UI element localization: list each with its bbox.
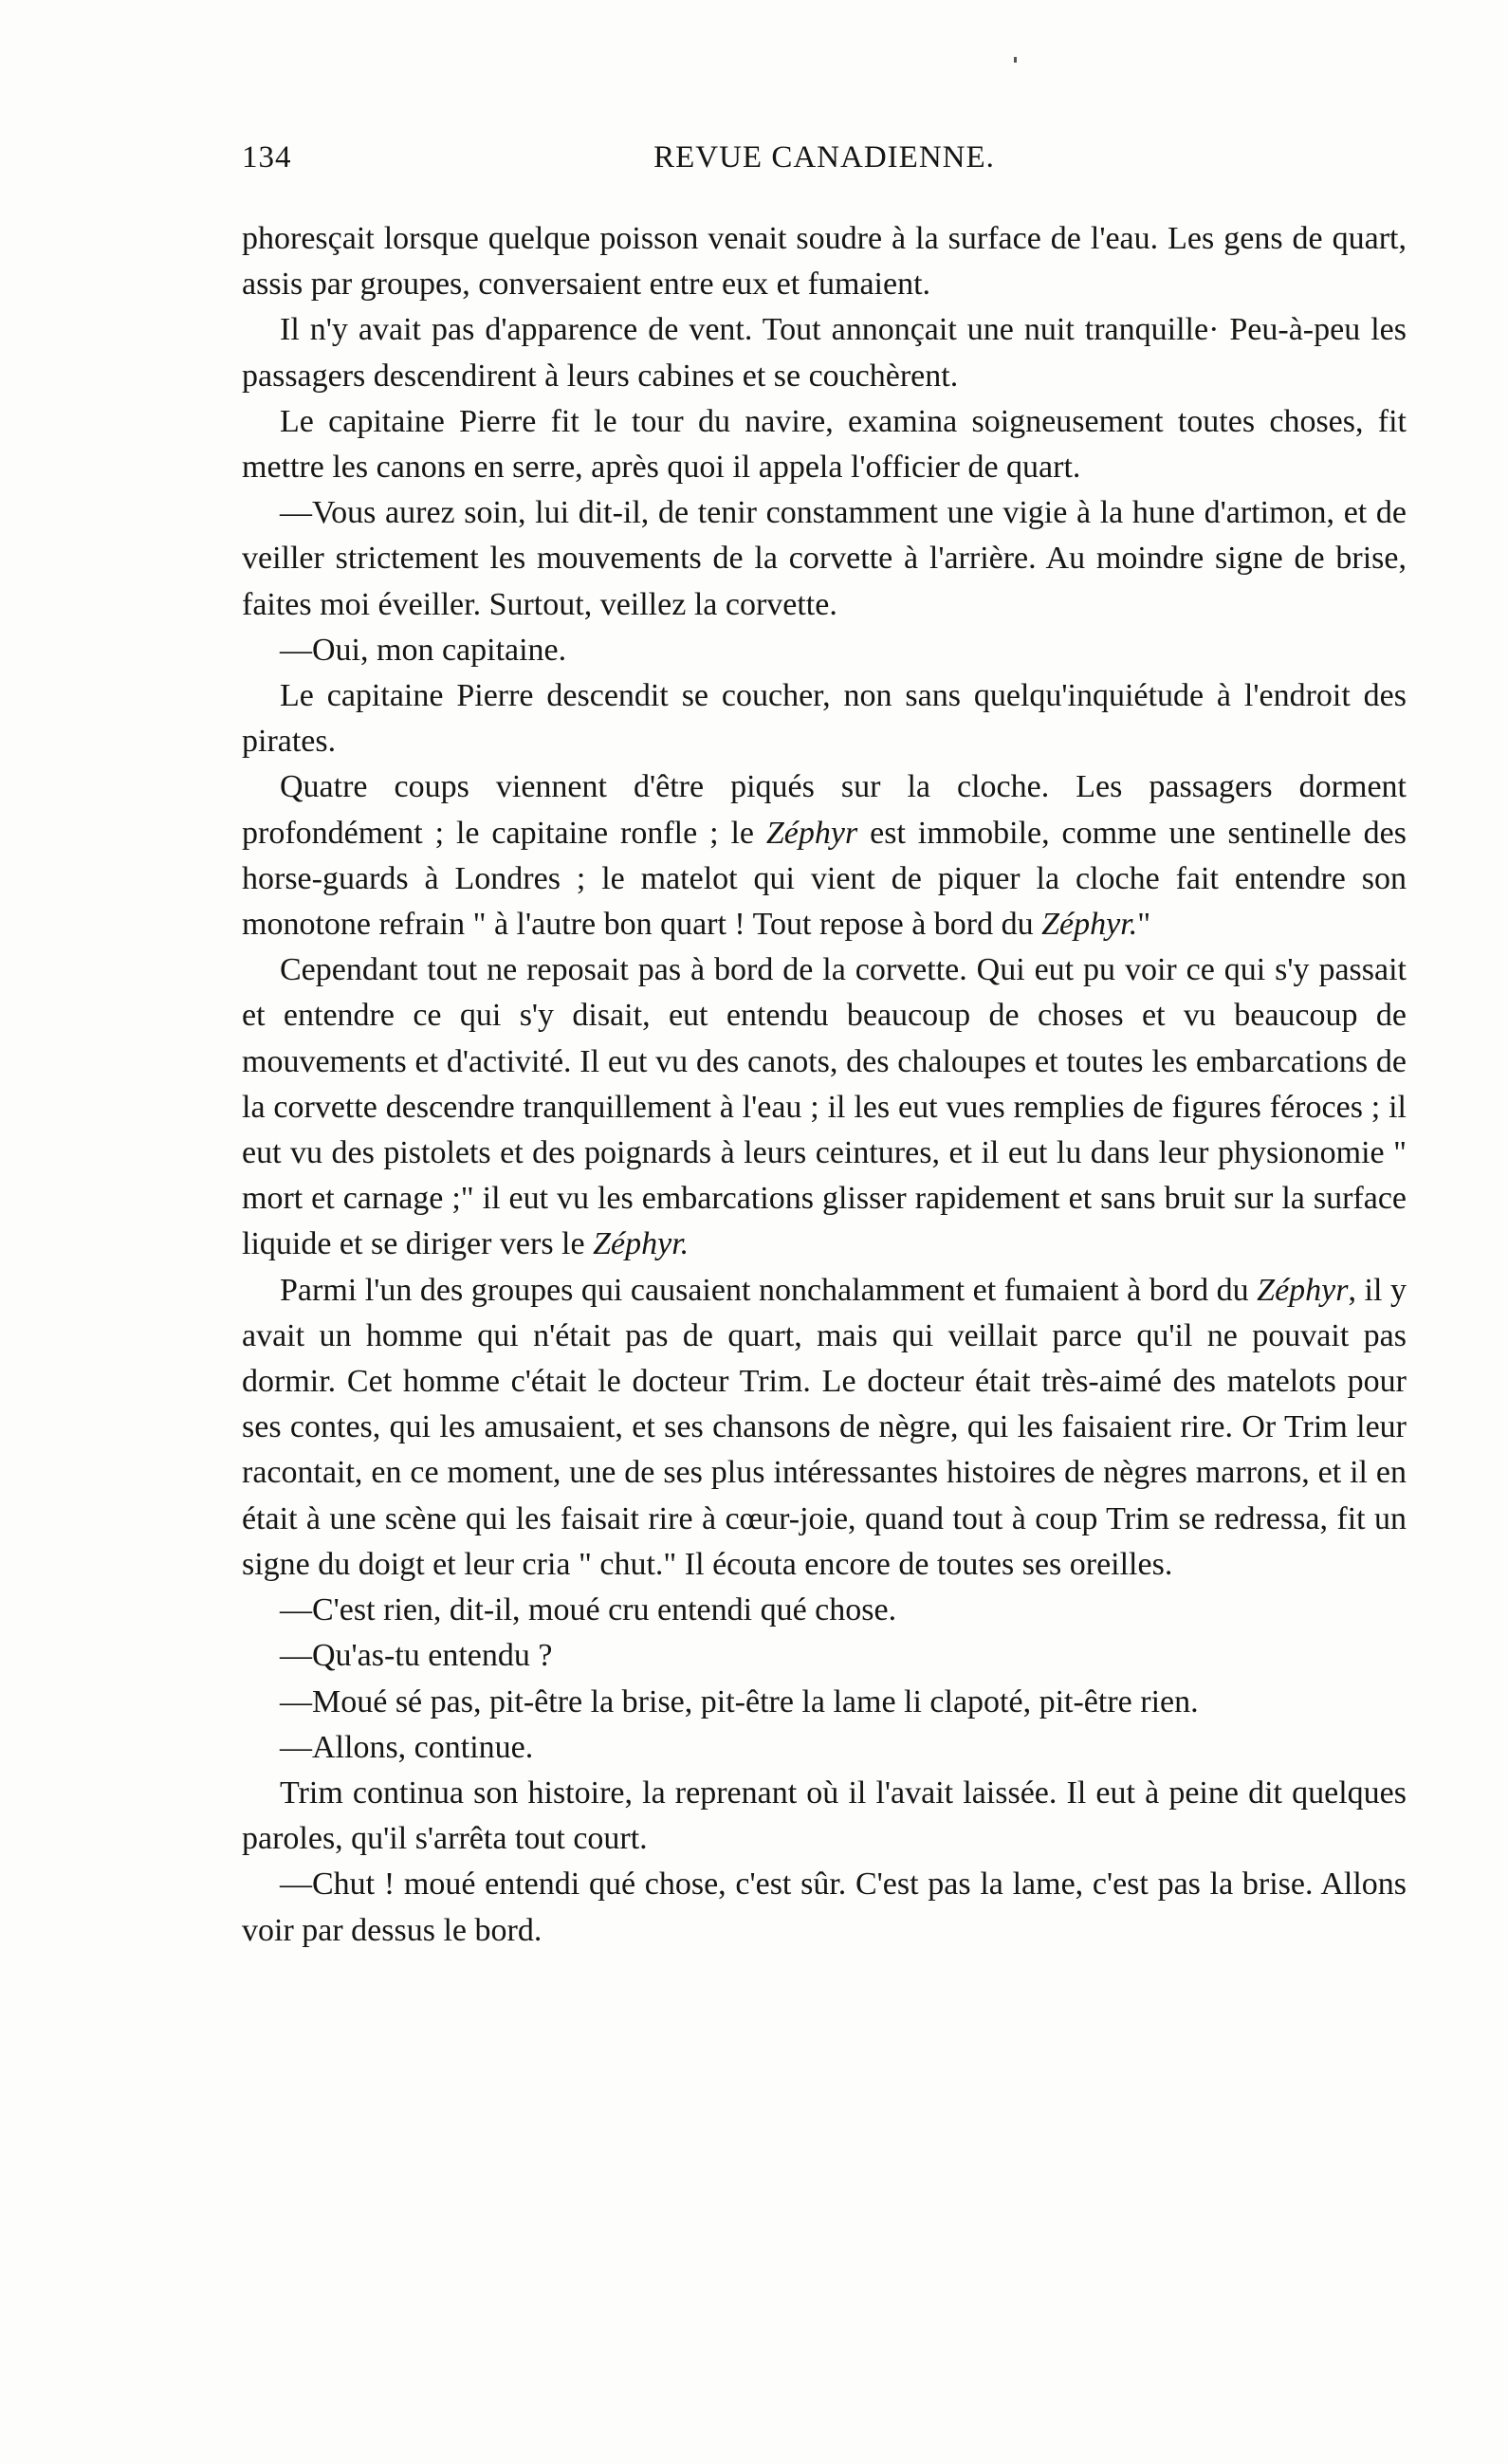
dialogue-paragraph: —Vous aurez soin, lui dit-il, de tenir constamment une vigie à la hune d'artimon, et de veiller strictement les mouvements de la corvette à l'arrière. Au moindre signe de brise, faites moi éveiller. Surtout, veillez la corvette. <box>242 495 1407 622</box>
ship-name: Zéphyr. <box>1041 907 1138 943</box>
dialogue-paragraph: —Moué sé pas, pit-être la brise, pit-être la lame li clapoté, pit-être rien. <box>280 1683 1199 1719</box>
text-run: Parmi l'un des groupes qui causaient nonchalamment et fumaient à bord du <box>280 1272 1258 1308</box>
ship-name: Zéphyr <box>1257 1272 1349 1308</box>
dialogue-paragraph: —Allons, continue. <box>280 1729 534 1765</box>
text-run: est immobile, comme une sentinelle des horse-guards à Londres ; le matelot qui vient de piquer la cloche fait entendre son monotone refrain " à l'autre bon quart ! Tout repose à bord du <box>242 815 1407 943</box>
paragraph: Trim continua son histoire, la reprenant où il l'avait laissée. Il eut à peine dit quelques paroles, qu'il s'arrêta tout court. <box>242 1774 1407 1857</box>
dialogue-paragraph: —Oui, mon capitaine. <box>280 632 567 668</box>
paragraph <box>242 764 1407 947</box>
running-head <box>242 140 1407 188</box>
ship-name: Zéphyr <box>765 815 858 851</box>
text-run: Cependant tout ne reposait pas à bord de la corvette. Qui eut pu voir ce qui s'y passait et entendre ce qui s'y disait, eut entendu beaucoup de choses et vu beaucoup de mouvements et d'activité. Il eut vu des canots, des chaloupes et toutes les embarcations de la corvette descendre tranquillement à l'eau ; il les eut vues remplies de figures féroces ; il eut vu des pistolets et des poignards à leurs ceintures, et il eut lu dans leur physionomie " mort et carnage ;" il eut vu les embarcations glisser rapidement et sans bruit sur la surface liquide et se diriger vers le <box>242 952 1407 1262</box>
paragraph <box>242 947 1407 1267</box>
ink-speck <box>1014 57 1017 63</box>
page-number: 134 <box>242 140 292 175</box>
paragraph <box>242 1268 1407 1588</box>
text-run: " <box>1137 907 1151 943</box>
paragraph: Il n'y avait pas d'apparence de vent. Tout annonçait une nuit tranquille· Peu-à-peu les passagers descendirent à leurs cabines et se couchèrent. <box>242 312 1407 394</box>
dialogue-paragraph: —Qu'as-tu entendu ? <box>280 1638 553 1674</box>
running-title: REVUE CANADIENNE. <box>653 140 995 175</box>
text-run: Quatre coups viennent d'être piqués sur la cloche. Les passagers dorment profondément ; le capitaine ronfle ; le <box>242 769 1407 851</box>
text-run: , il y avait un homme qui n'était pas de quart, mais qui veillait parce qu'il ne pouvait pas dormir. Cet homme c'était le docteur Trim. Le docteur était très-aimé des matelots pour ses contes, qui les amusaient, et ses chansons de nègre, qui les faisaient rire. Or Trim leur racontait, en ce moment, une de ses plus intéressantes histoires de nègres marrons, et il en était à une scène qui les faisait rire à cœur-joie, quand tout à coup Trim se redressa, fit un signe du doigt et leur cria " chut." Il écouta encore de toutes ses oreilles. <box>242 1272 1407 1582</box>
dialogue-paragraph: —C'est rien, dit-il, moué cru entendi qué chose. <box>280 1592 897 1628</box>
paragraph: phoresçait lorsque quelque poisson venait soudre à la surface de l'eau. Les gens de quart, assis par groupes, conversaient entre eux et fumaient. <box>242 221 1407 303</box>
paragraph: Le capitaine Pierre fit le tour du navire, examina soigneusement toutes choses, fit mettre les canons en serre, après quoi il appela l'officier de quart. <box>242 403 1407 486</box>
paragraph: Le capitaine Pierre descendit se coucher, non sans quelqu'inquiétude à l'endroit des pirates. <box>242 678 1407 760</box>
body-text <box>242 216 1407 1954</box>
ship-name: Zéphyr. <box>593 1226 690 1262</box>
dialogue-paragraph: —Chut ! moué entendi qué chose, c'est sûr. C'est pas la lame, c'est pas la brise. Allons voir par dessus le bord. <box>242 1866 1407 1948</box>
